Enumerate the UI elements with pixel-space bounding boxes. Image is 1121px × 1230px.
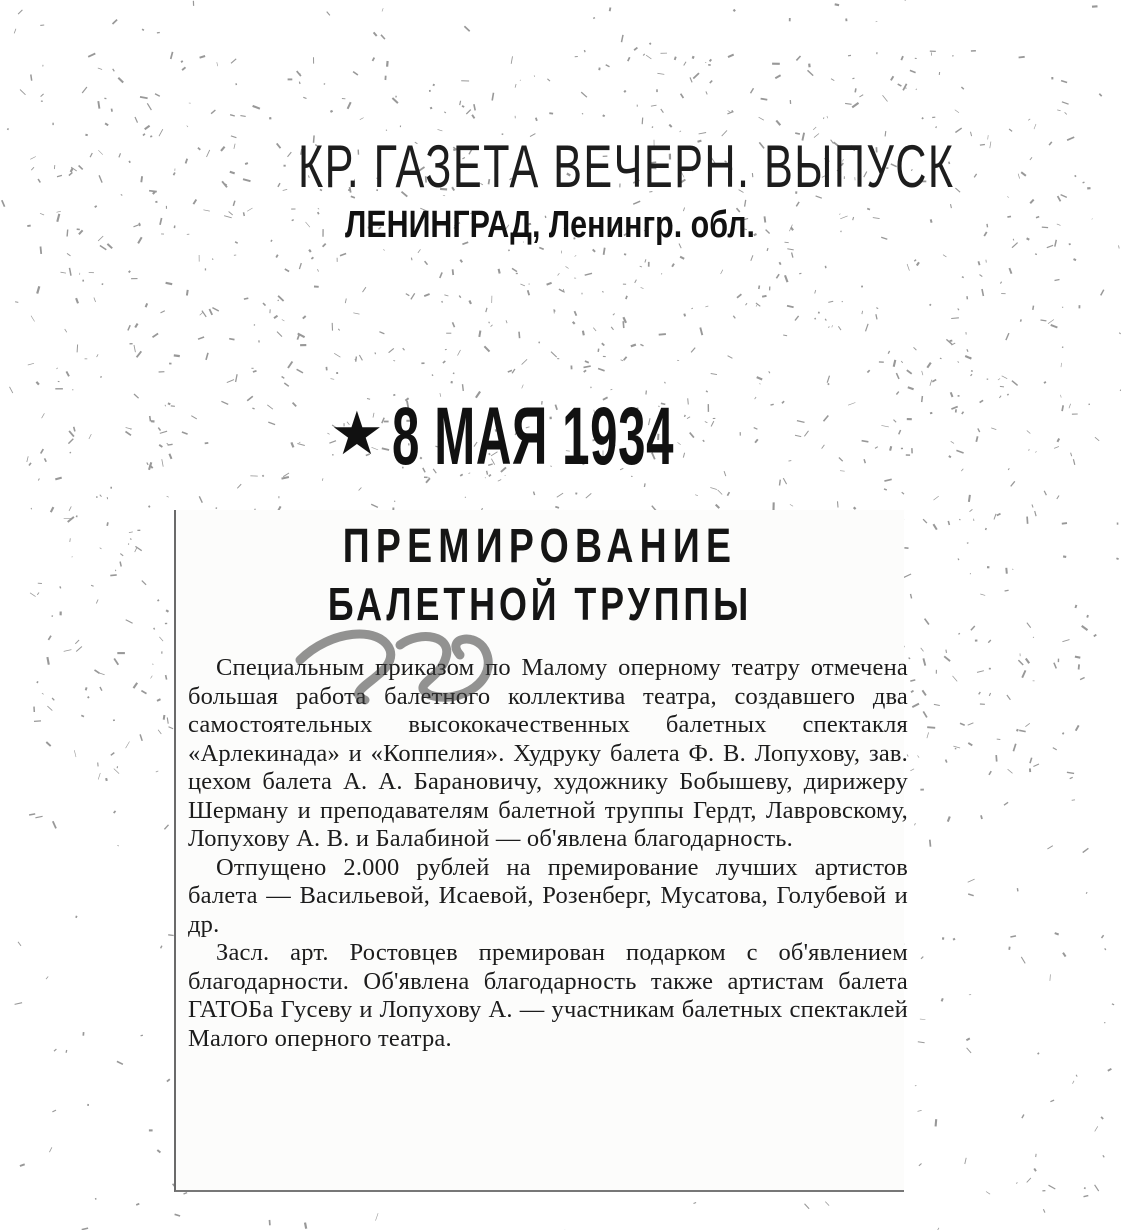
article-body [188, 654, 908, 1053]
headline-line-1: ПРЕМИРОВАНИЕ [342, 520, 738, 573]
date-stamp [330, 390, 750, 484]
newspaper-name: КР. ГАЗЕТА ВЕЧЕРН. ВЫПУСК [298, 133, 955, 200]
handwritten-scribble [270, 620, 550, 710]
stamp-date: 8 МАЯ 1934 [391, 391, 674, 482]
article-paragraph: Отпущено 2.000 рублей на премирование лучших артистов балета — Васильевой, Исаевой, Розенберг, Мусатова, Голубевой и др. [188, 853, 908, 938]
headline-line-2: БАЛЕТНОЙ ТРУППЫ [327, 578, 753, 630]
star-icon: ★ [330, 400, 384, 467]
article-headline [176, 518, 904, 632]
newspaper-clipping [174, 510, 908, 1192]
article-paragraph: Специальным приказом по Малому оперному театру отмечена большая работа балетного коллектива театра, создавшего два самостоятельных высококачественных балетных спектакля «Арлекинада» и «Коппелия». Худруку балета Ф. В. Лопухову, зав. цехом балета А. А. Барановичу, художнику Бобышеву, дирижеру Шерману и преподавателям балетной труппы Гердт, Лавровскому, Лопухову А. В. и Балабиной — об'явлена благодарность. [188, 654, 908, 852]
newspaper-stamp [200, 130, 955, 247]
article-paragraph: Засл. арт. Ростовцев премирован подарком с об'явлением благодарности. Об'явлена благодарность также артистам балета ГАТОБа Гусеву и Лопухову А. — участникам балетных спектаклей Малого оперного театра. [188, 939, 908, 1052]
newspaper-city: ЛЕНИНГРАД, Ленингр. обл. [345, 204, 755, 246]
